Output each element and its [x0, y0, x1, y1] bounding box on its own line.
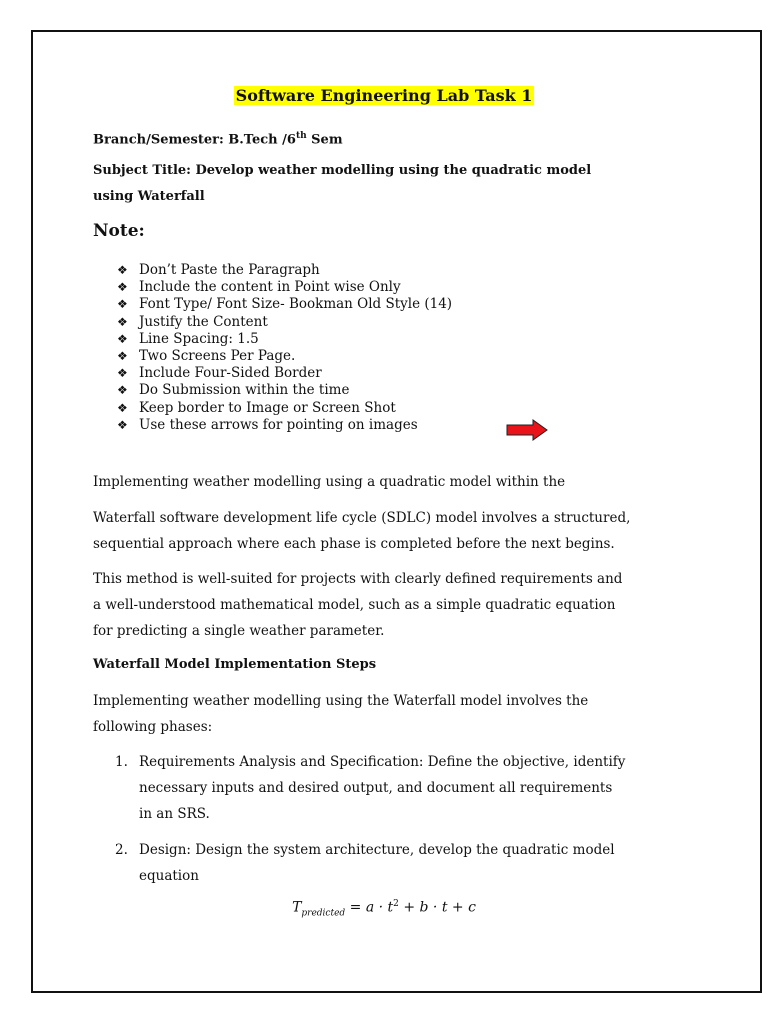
- formula-exponent: 2: [393, 899, 399, 909]
- paragraph-2-line-2: sequential approach where each phase is completed before the next begins.: [93, 536, 615, 552]
- paragraph-3: [93, 566, 683, 644]
- step-line: equation: [139, 868, 199, 884]
- list-item: [117, 417, 452, 434]
- list-item: [117, 331, 452, 348]
- list-item: [117, 382, 452, 399]
- paragraph-3-line-1: This method is well-suited for projects with clearly defined requirements and: [93, 571, 623, 587]
- note-item-text: Do Submission within the time: [139, 382, 350, 399]
- diamond-bullet-icon: ❖: [117, 331, 128, 346]
- diamond-bullet-icon: ❖: [117, 297, 128, 312]
- step-number: 2.: [115, 842, 128, 858]
- branch-label: Branch/Semester: B.Tech /6: [93, 132, 296, 148]
- branch-superscript: th: [295, 131, 307, 141]
- paragraph-1: Implementing weather modelling using a quadratic model within the: [93, 474, 566, 490]
- note-heading: Note:: [93, 221, 145, 241]
- diamond-bullet-icon: ❖: [117, 400, 128, 415]
- list-item: [117, 400, 452, 417]
- paragraph-3-line-2: a well-understood mathematical model, such as a simple quadratic equation: [93, 597, 616, 613]
- title-row: [0, 86, 768, 105]
- diamond-bullet-icon: ❖: [117, 280, 128, 295]
- red-arrow-shape: [507, 420, 547, 440]
- note-item-text: Include Four-Sided Border: [139, 365, 322, 382]
- note-item-text: Include the content in Point wise Only: [139, 279, 401, 296]
- red-arrow-icon: [506, 419, 548, 441]
- branch-suffix: Sem: [306, 132, 343, 148]
- diamond-bullet-icon: ❖: [117, 314, 128, 329]
- list-item: [117, 262, 452, 279]
- diamond-bullet-icon: ❖: [117, 366, 128, 381]
- formula-lhs: T: [292, 899, 302, 916]
- document-title: Software Engineering Lab Task 1: [235, 86, 533, 105]
- subject-title: [93, 158, 693, 210]
- section-heading: Waterfall Model Implementation Steps: [93, 657, 377, 672]
- diamond-bullet-icon: ❖: [117, 417, 128, 432]
- paragraph-4-line-1: Implementing weather modelling using the Waterfall model involves the: [93, 693, 589, 709]
- note-list: [117, 262, 452, 434]
- quadratic-formula: [0, 899, 768, 918]
- subject-line-2: using Waterfall: [93, 189, 205, 204]
- subject-line-1: Subject Title: Develop weather modelling using the quadratic model: [93, 163, 592, 178]
- diamond-bullet-icon: ❖: [117, 263, 128, 277]
- note-item-text: Don’t Paste the Paragraph: [139, 262, 320, 278]
- step-line: in an SRS.: [139, 806, 210, 822]
- list-item: [117, 279, 452, 296]
- formula-rhs-a: = a · t: [345, 899, 394, 916]
- diamond-bullet-icon: ❖: [117, 383, 128, 398]
- step-line: necessary inputs and desired output, and document all requirements: [139, 780, 613, 796]
- paragraph-4-line-2: following phases:: [93, 719, 213, 735]
- list-item: [93, 749, 683, 827]
- paragraph-2-line-1: Waterfall software development life cycle (SDLC) model involves a structured,: [93, 510, 631, 526]
- step-number: 1.: [115, 754, 128, 770]
- paragraph-4: [93, 688, 683, 740]
- note-item-text: Keep border to Image or Screen Shot: [139, 399, 396, 416]
- list-item: [117, 348, 452, 365]
- paragraph-2: [93, 505, 683, 557]
- branch-semester: [93, 123, 343, 153]
- note-item-text: Two Screens Per Page.: [139, 348, 296, 365]
- steps-list: [93, 749, 683, 899]
- list-item: [117, 365, 452, 382]
- note-item-text: Use these arrows for pointing on images: [139, 416, 418, 433]
- note-item-text: Justify the Content: [139, 313, 268, 330]
- note-item-text: Line Spacing: 1.5: [139, 330, 259, 347]
- step-line: Requirements Analysis and Specification: Define the objective, identify: [139, 754, 626, 770]
- step-line: Design: Design the system architecture, develop the quadratic model: [139, 842, 615, 858]
- note-item-text: Font Type/ Font Size- Bookman Old Style (14): [139, 296, 453, 313]
- list-item: [117, 314, 452, 331]
- formula-lhs-subscript: predicted: [301, 908, 346, 919]
- formula-rhs-b: + b · t + c: [398, 899, 476, 916]
- list-item: [117, 296, 452, 313]
- diamond-bullet-icon: ❖: [117, 349, 128, 364]
- list-item: [93, 837, 683, 889]
- paragraph-3-line-3: for predicting a single weather parameter.: [93, 623, 385, 639]
